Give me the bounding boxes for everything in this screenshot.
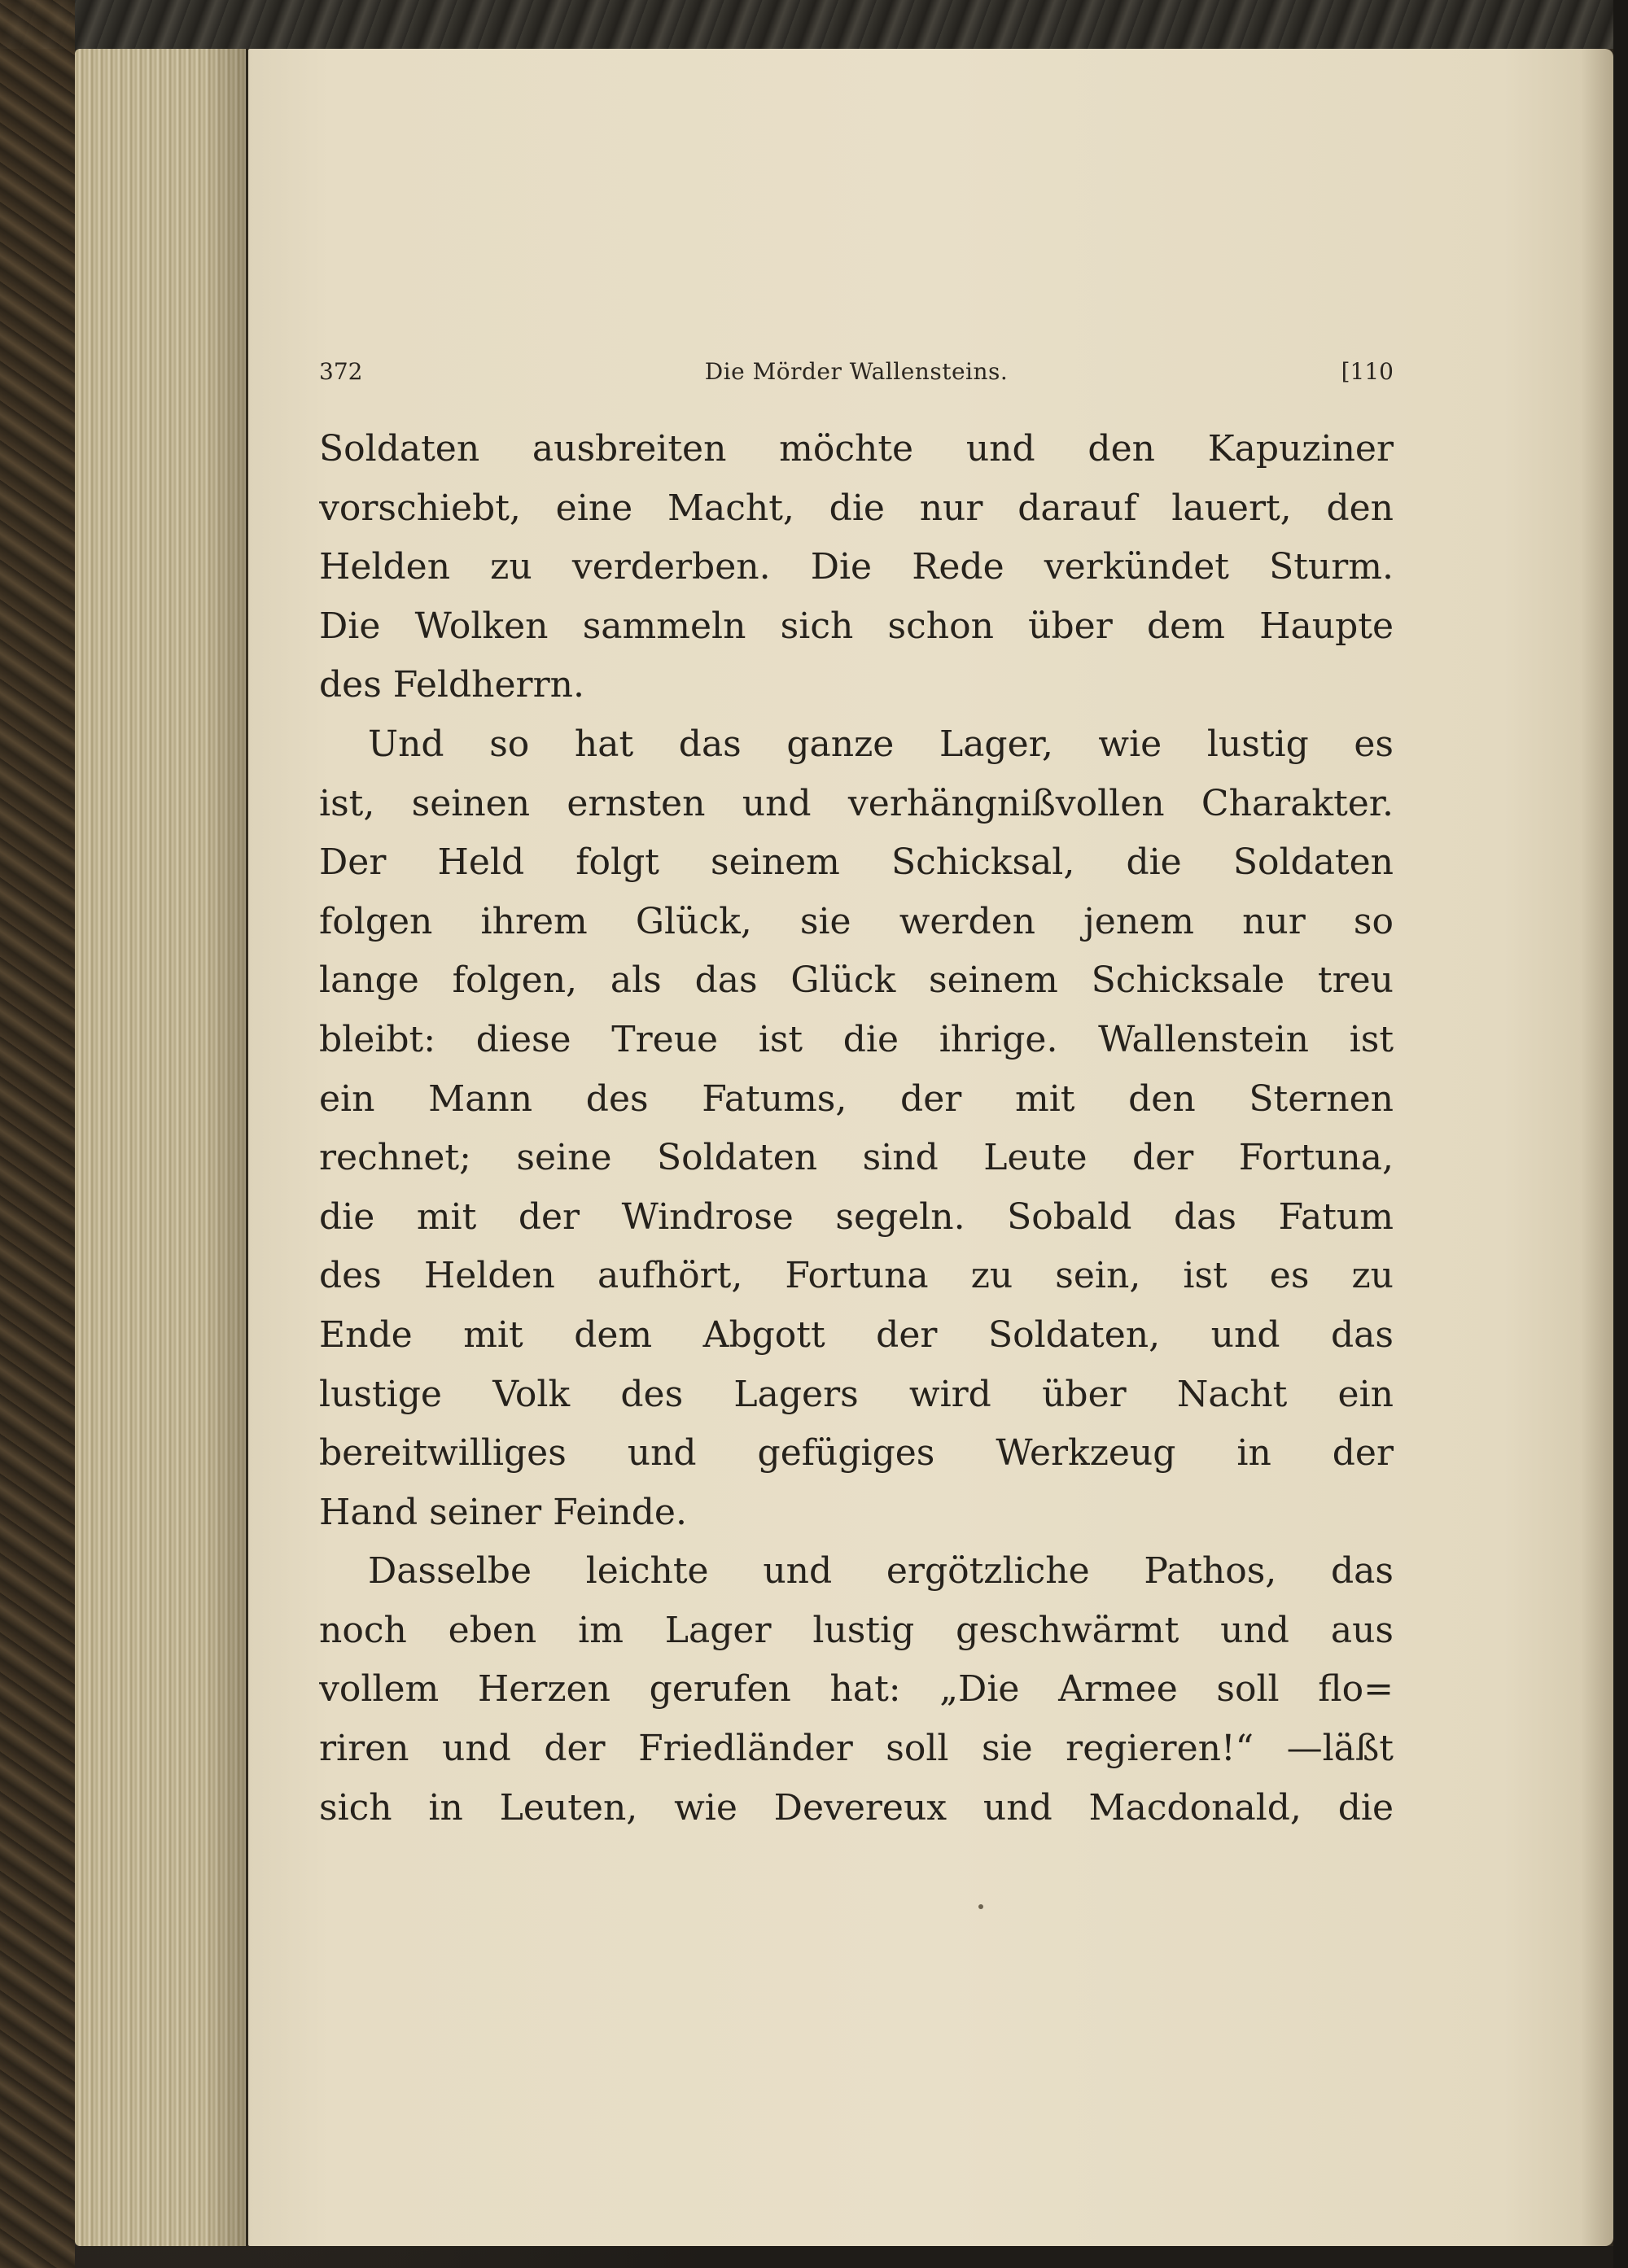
paragraph-start-line: Dasselbe leichte und ergötzliche Pathos, das	[368, 1550, 1394, 1593]
text-line: folgen ihrem Glück, sie werden jenem nur so	[319, 900, 1394, 942]
text-line: rechnet; seine Soldaten sind Leute der Fortuna,	[319, 1137, 1394, 1179]
text-line: riren und der Friedländer soll sie regieren!“ —läßt	[319, 1728, 1394, 1770]
text-line: Der Held folgt seinem Schicksal, die Soldaten	[319, 841, 1394, 884]
book-cover-top-edge	[0, 0, 1628, 49]
text-line: die mit der Windrose segeln. Sobald das Fatum	[319, 1195, 1394, 1238]
text-line: Ende mit dem Abgott der Soldaten, und das	[319, 1313, 1394, 1356]
paragraph-start-line: Und so hat das ganze Lager, wie lustig es	[368, 723, 1394, 765]
text-line: ist, seinen ernsten und verhängnißvollen Charakter.	[319, 782, 1394, 824]
text-line: des Helden aufhört, Fortuna zu sein, ist es zu	[319, 1255, 1394, 1297]
text-line: Hand seiner Feinde.	[319, 1491, 687, 1533]
text-line: ein Mann des Fatums, der mit den Sternen	[319, 1077, 1394, 1120]
text-line: Helden zu verderben. Die Rede verkündet Sturm.	[319, 546, 1394, 588]
book-cover-right-edge	[1613, 0, 1628, 2268]
running-title: Die Mörder Wallensteins.	[704, 358, 1009, 385]
text-line: vollem Herzen gerufen hat: „Die Armee soll flo=	[319, 1668, 1394, 1711]
text-line: Soldaten ausbreiten möchte und den Kapuziner	[319, 428, 1394, 470]
paper-speck	[978, 1904, 983, 1909]
text-line: Die Wolken sammeln sich schon über dem Haupte	[319, 605, 1394, 647]
running-header	[319, 358, 1394, 391]
signature-mark: [110	[1341, 358, 1394, 385]
text-line: lustige Volk des Lagers wird über Nacht ein	[319, 1373, 1394, 1415]
text-line: sich in Leuten, wie Devereux und Macdonald, die	[319, 1786, 1394, 1829]
book-cover-marbled-edge	[0, 0, 75, 2268]
text-line: lange folgen, als das Glück seinem Schicksale treu	[319, 959, 1394, 1002]
gutter-shadow	[204, 49, 252, 2246]
body-text	[319, 420, 1394, 1838]
text-line: vorschiebt, eine Macht, die nur darauf lauert, den	[319, 487, 1394, 529]
page-edge-shadow	[1581, 49, 1613, 2246]
text-line: bleibt: diese Treue ist die ihrige. Wallenstein ist	[319, 1018, 1394, 1060]
page-number: 372	[319, 358, 363, 385]
text-line: bereitwilliges und gefügiges Werkzeug in der	[319, 1432, 1394, 1475]
text-line: des Feldherrn.	[319, 664, 584, 706]
text-line: noch eben im Lager lustig geschwärmt und aus	[319, 1609, 1394, 1651]
